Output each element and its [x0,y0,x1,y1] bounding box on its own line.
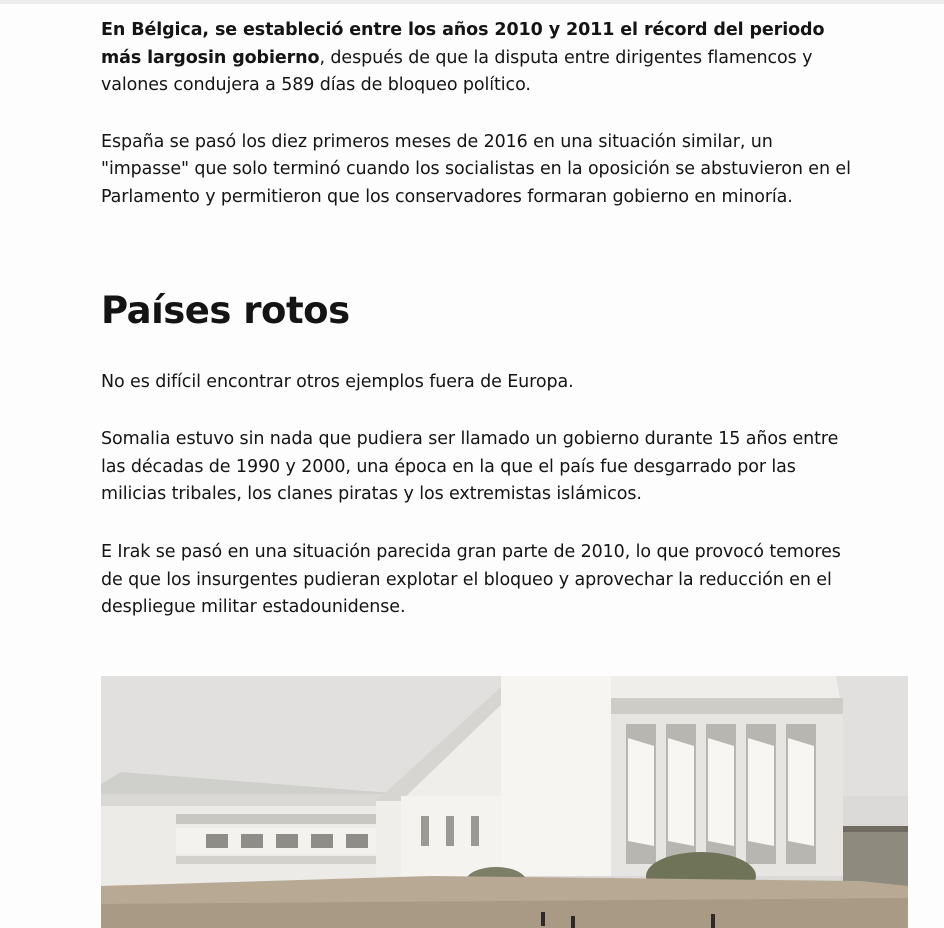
paragraph-belgica-bold: En Bélgica, se estableció entre los años 2010 y 2011 el récord del periodo más largosin gobierno [101,20,825,68]
paragraph-espana: España se pasó los diez primeros meses de 2016 en una situación similar, un "impasse" que solo terminó cuando los socialistas en la oposición se abstuvieron en el Parlamento y permitieron que los conservadores formaran gobierno en minoría. [101,131,851,207]
section-heading: Países rotos [101,288,350,332]
article-photo [101,676,908,928]
paragraph-belgica [101,17,861,100]
article-body [101,17,861,622]
paragraph-irak: E Irak se pasó en una situación parecida gran parte de 2010, lo que provocó temores de que los insurgentes pudieran explotar el bloqueo y aprovechar la reducción en el despliegue militar estadounidense. [101,541,841,618]
top-divider [0,0,944,4]
paragraph-belgica-text: , después de que la disputa entre dirigentes flamencos y valones condujera a 589 días de bloqueo político. [101,47,813,96]
paragraph-europa: No es difícil encontrar otros ejemplos fuera de Europa. [101,371,574,392]
paragraph-somalia: Somalia estuvo sin nada que pudiera ser llamado un gobierno durante 15 años entre las décadas de 1990 y 2000, una época en la que el país fue desgarrado por las milicias tribales, los clanes piratas y los extremistas islámicos. [101,429,839,505]
building-photo-illustration [101,676,908,928]
